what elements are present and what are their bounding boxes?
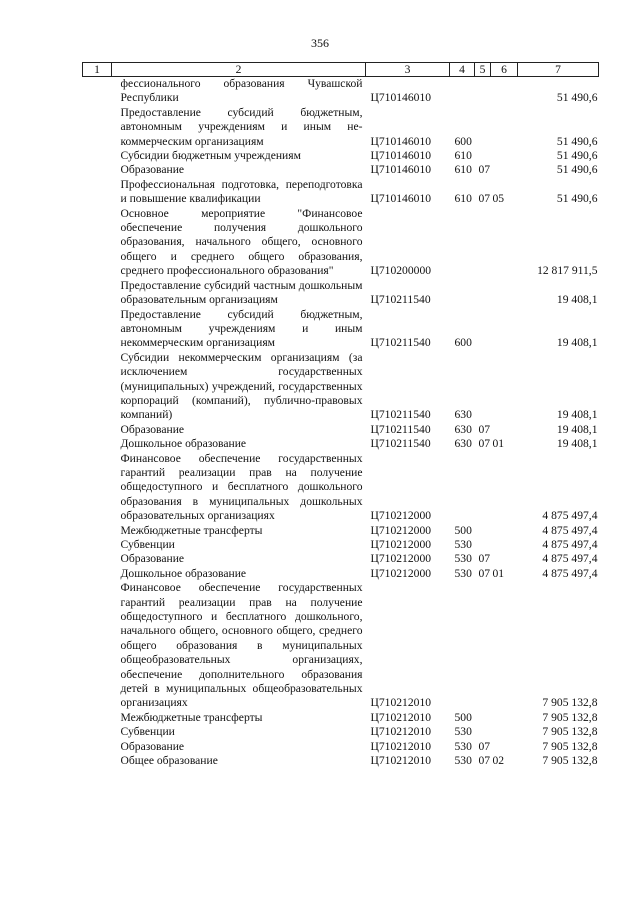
cell-number bbox=[83, 308, 112, 351]
cell-number bbox=[83, 77, 112, 106]
cell-expense-type: 530 bbox=[454, 552, 472, 566]
cell-amount: 19 408,1 bbox=[556, 408, 598, 422]
name-text: Профессиональная подготовка, переподготовка и повышение квалификации bbox=[120, 177, 363, 206]
name-text: Дошкольное образование bbox=[120, 566, 247, 580]
cell-expense-type bbox=[450, 77, 475, 106]
column-header-2: 2 bbox=[112, 63, 366, 77]
cell-number bbox=[83, 423, 112, 437]
budget-table bbox=[82, 62, 599, 769]
cell-subsection bbox=[491, 149, 518, 163]
name-text: Дошкольное образование bbox=[120, 437, 247, 451]
cell-code: Ц710211540 bbox=[370, 437, 431, 451]
cell-section bbox=[475, 581, 491, 711]
cell-code: Ц710211540 bbox=[370, 408, 431, 422]
cell-amount: 51 490,6 bbox=[556, 149, 598, 163]
cell-subsection bbox=[491, 581, 518, 711]
cell-code: Ц710212000 bbox=[370, 523, 432, 537]
cell-number bbox=[83, 207, 112, 279]
cell-expense-type: 530 bbox=[454, 725, 472, 739]
cell-expense-type: 610 bbox=[454, 163, 472, 177]
cell-amount: 19 408,1 bbox=[556, 293, 598, 307]
cell-name bbox=[112, 567, 366, 581]
cell-subsection: 02 bbox=[492, 754, 505, 768]
cell-name bbox=[112, 581, 366, 711]
cell-section: 07 bbox=[478, 437, 491, 451]
table-row bbox=[83, 740, 599, 754]
cell-code: Ц710212010 bbox=[370, 696, 432, 710]
name-text: Образование bbox=[120, 163, 185, 177]
table-row bbox=[83, 581, 599, 711]
cell-number bbox=[83, 163, 112, 177]
cell-section bbox=[475, 452, 491, 524]
cell-amount: 7 905 132,8 bbox=[542, 696, 598, 710]
cell-subsection: 01 bbox=[492, 566, 505, 580]
cell-name bbox=[112, 423, 366, 437]
cell-name bbox=[112, 163, 366, 177]
cell-section: 07 bbox=[478, 754, 491, 768]
name-text: Образование bbox=[120, 422, 185, 436]
cell-section: 07 bbox=[478, 566, 491, 580]
cell-number bbox=[83, 524, 112, 538]
name-text: Субсидии некоммерческим организациям (за исключением государственных (муниципальных) учреждений, государственных корпораций (компаний), публично-правовых компаний) bbox=[120, 350, 363, 422]
cell-section bbox=[475, 725, 491, 739]
cell-subsection: 01 bbox=[492, 437, 505, 451]
column-header-7: 7 bbox=[518, 63, 599, 77]
name-text: коммерческим организациям bbox=[120, 134, 264, 148]
cell-name bbox=[112, 552, 366, 566]
cell-section: 07 bbox=[478, 192, 491, 206]
cell-amount: 4 875 497,4 bbox=[542, 566, 598, 580]
table-row bbox=[83, 106, 599, 149]
column-header-6: 6 bbox=[491, 63, 518, 77]
cell-code: Ц710211540 bbox=[370, 293, 431, 307]
cell-subsection bbox=[491, 351, 518, 423]
cell-subsection bbox=[491, 711, 518, 725]
cell-expense-type bbox=[450, 452, 475, 524]
cell-number bbox=[83, 279, 112, 308]
cell-subsection bbox=[491, 423, 518, 437]
name-text: Финансовое обеспечение государственных гарантий реализации прав на получение общедоступного и бесплатного дошкольного образования в муниципальных дошкольных образовательных организациях bbox=[120, 451, 363, 523]
table-row bbox=[83, 552, 599, 566]
cell-subsection bbox=[491, 452, 518, 524]
cell-name bbox=[112, 524, 366, 538]
cell-number bbox=[83, 711, 112, 725]
cell-name bbox=[112, 711, 366, 725]
cell-code: Ц710212000 bbox=[370, 538, 432, 551]
name-text: Республики bbox=[120, 91, 179, 105]
cell-section bbox=[475, 711, 491, 725]
table-row bbox=[83, 725, 599, 739]
name-text: Межбюджетные трансферты bbox=[120, 523, 263, 537]
table-row bbox=[83, 754, 599, 768]
cell-section: 07 bbox=[478, 422, 491, 436]
cell-section bbox=[475, 149, 491, 163]
cell-expense-type: 630 bbox=[454, 437, 472, 451]
cell-expense-type: 610 bbox=[454, 149, 472, 163]
cell-name bbox=[112, 308, 366, 351]
cell-expense-type: 530 bbox=[454, 739, 472, 753]
cell-name bbox=[112, 351, 366, 423]
cell-subsection bbox=[491, 740, 518, 754]
cell-subsection bbox=[491, 163, 518, 177]
cell-expense-type: 500 bbox=[454, 523, 472, 537]
table-row bbox=[83, 351, 599, 423]
cell-expense-type: 630 bbox=[454, 422, 472, 436]
cell-amount: 51 490,6 bbox=[556, 163, 598, 177]
cell-amount: 51 490,6 bbox=[556, 134, 598, 148]
cell-number bbox=[83, 567, 112, 581]
column-header-3: 3 bbox=[366, 63, 450, 77]
cell-section: 07 bbox=[478, 163, 491, 177]
cell-expense-type: 600 bbox=[454, 336, 472, 350]
cell-number bbox=[83, 106, 112, 149]
cell-amount: 12 817 911,5 bbox=[537, 264, 598, 278]
cell-amount: 4 875 497,4 bbox=[542, 523, 598, 537]
table-row bbox=[83, 538, 599, 552]
name-text: Общее образование bbox=[120, 754, 218, 768]
cell-code: Ц710211540 bbox=[370, 336, 431, 350]
cell-expense-type: 600 bbox=[454, 134, 472, 148]
cell-code: Ц710146010 bbox=[370, 163, 432, 177]
cell-subsection bbox=[491, 77, 518, 106]
cell-name bbox=[112, 740, 366, 754]
cell-amount: 7 905 132,8 bbox=[542, 739, 598, 753]
cell-name bbox=[112, 538, 366, 552]
table-row bbox=[83, 207, 599, 279]
cell-number bbox=[83, 437, 112, 451]
cell-number bbox=[83, 351, 112, 423]
cell-name bbox=[112, 149, 366, 163]
cell-number bbox=[83, 538, 112, 552]
table-header-row bbox=[83, 63, 599, 77]
cell-section bbox=[475, 77, 491, 106]
cell-amount: 19 408,1 bbox=[556, 336, 598, 350]
page-number: 356 bbox=[311, 36, 329, 50]
cell-section bbox=[475, 351, 491, 423]
cell-code: Ц710212010 bbox=[370, 710, 432, 724]
cell-amount: 4 875 497,4 bbox=[542, 509, 598, 523]
cell-subsection bbox=[491, 106, 518, 149]
cell-subsection bbox=[491, 552, 518, 566]
cell-number bbox=[83, 725, 112, 739]
cell-code: Ц710212000 bbox=[370, 552, 432, 566]
cell-expense-type: 500 bbox=[454, 710, 472, 724]
column-header-4: 4 bbox=[450, 63, 475, 77]
cell-name bbox=[112, 207, 366, 279]
cell-subsection bbox=[491, 207, 518, 279]
cell-number bbox=[83, 452, 112, 524]
name-text: Предоставление субсидий бюджетным, bbox=[120, 105, 363, 119]
cell-section: 07 bbox=[478, 739, 491, 753]
cell-name bbox=[112, 754, 366, 768]
cell-amount: 7 905 132,8 bbox=[542, 710, 598, 724]
cell-amount: 19 408,1 bbox=[556, 437, 598, 451]
name-text: Образование bbox=[120, 552, 185, 566]
name-text: Предоставление субсидий частным дошкольным образовательным организациям bbox=[120, 278, 363, 307]
column-header-1: 1 bbox=[83, 63, 112, 77]
column-header-5: 5 bbox=[475, 63, 491, 77]
cell-expense-type: 530 bbox=[454, 754, 472, 768]
table-body bbox=[83, 77, 599, 769]
cell-subsection: 05 bbox=[492, 192, 505, 206]
cell-section bbox=[475, 279, 491, 308]
cell-amount: 4 875 497,4 bbox=[542, 552, 598, 566]
table-row bbox=[83, 567, 599, 581]
cell-amount: 19 408,1 bbox=[556, 422, 598, 436]
cell-name bbox=[112, 77, 366, 106]
cell-name bbox=[112, 178, 366, 207]
cell-code: Ц710200000 bbox=[370, 264, 432, 278]
cell-section bbox=[475, 207, 491, 279]
cell-subsection bbox=[491, 279, 518, 308]
name-text: Межбюджетные трансферты bbox=[120, 710, 263, 724]
table-row bbox=[83, 163, 599, 177]
cell-code: Ц710146010 bbox=[370, 134, 432, 148]
name-text: фессионального образования Чувашской bbox=[120, 77, 363, 90]
cell-amount: 4 875 497,4 bbox=[542, 538, 598, 551]
cell-expense-type: 530 bbox=[454, 538, 472, 551]
cell-number bbox=[83, 754, 112, 768]
cell-expense-type: 530 bbox=[454, 566, 472, 580]
cell-amount: 7 905 132,8 bbox=[542, 754, 598, 768]
cell-section bbox=[475, 524, 491, 538]
cell-name bbox=[112, 106, 366, 149]
table-row bbox=[83, 77, 599, 106]
cell-subsection bbox=[491, 725, 518, 739]
cell-number bbox=[83, 178, 112, 207]
name-text: Предоставление субсидий бюджетным, автономным учреждениям и иным некоммерческим организациям bbox=[120, 307, 363, 350]
cell-number bbox=[83, 149, 112, 163]
cell-section bbox=[475, 538, 491, 552]
cell-section bbox=[475, 308, 491, 351]
table-row bbox=[83, 308, 599, 351]
table-row bbox=[83, 524, 599, 538]
cell-code: Ц710211540 bbox=[370, 422, 431, 436]
table-row bbox=[83, 711, 599, 725]
cell-number bbox=[83, 552, 112, 566]
cell-expense-type: 630 bbox=[454, 408, 472, 422]
cell-expense-type bbox=[450, 279, 475, 308]
table-row bbox=[83, 452, 599, 524]
cell-code: Ц710212000 bbox=[370, 509, 432, 523]
cell-number bbox=[83, 581, 112, 711]
name-text: Основное мероприятие "Финансовое обеспечение получения дошкольного образования, начального общего, основного общего и среднего общего образования, среднего профессионального образования" bbox=[120, 206, 363, 278]
cell-code: Ц710212000 bbox=[370, 566, 432, 580]
cell-subsection bbox=[491, 524, 518, 538]
table-row bbox=[83, 423, 599, 437]
name-text: Субвенции bbox=[120, 725, 175, 739]
table-row bbox=[83, 279, 599, 308]
cell-subsection bbox=[491, 538, 518, 552]
name-text: Субвенции bbox=[120, 538, 175, 551]
cell-name bbox=[112, 452, 366, 524]
cell-code: Ц710146010 bbox=[370, 149, 432, 163]
table-row bbox=[83, 437, 599, 451]
cell-code: Ц710212010 bbox=[370, 739, 432, 753]
cell-subsection bbox=[491, 308, 518, 351]
cell-name bbox=[112, 279, 366, 308]
cell-amount: 7 905 132,8 bbox=[542, 725, 598, 739]
name-text: Финансовое обеспечение государственных гарантий реализации прав на получение общедоступного и бесплатного дошкольного, начального общего, основного общего, среднего общего образования в муниципальных общеобразовательных организациях, обеспечение дополнительного образования детей в муниципальных общеобразовательных организациях bbox=[120, 581, 363, 710]
cell-number bbox=[83, 740, 112, 754]
cell-code: Ц710146010 bbox=[370, 91, 432, 105]
cell-expense-type bbox=[450, 581, 475, 711]
cell-code: Ц710212010 bbox=[370, 725, 432, 739]
name-text: Образование bbox=[120, 739, 185, 753]
cell-amount: 51 490,6 bbox=[556, 192, 598, 206]
cell-expense-type bbox=[450, 207, 475, 279]
cell-name bbox=[112, 725, 366, 739]
cell-amount: 51 490,6 bbox=[556, 91, 598, 105]
cell-name bbox=[112, 437, 366, 451]
cell-section bbox=[475, 106, 491, 149]
name-text: автономным учреждениям и иным не- bbox=[120, 120, 363, 134]
cell-section: 07 bbox=[478, 552, 491, 566]
table-row bbox=[83, 149, 599, 163]
cell-code: Ц710146010 bbox=[370, 192, 432, 206]
table-row bbox=[83, 178, 599, 207]
name-text: Субсидии бюджетным учреждениям bbox=[120, 149, 301, 163]
cell-code: Ц710212010 bbox=[370, 754, 432, 768]
cell-expense-type: 610 bbox=[454, 192, 472, 206]
